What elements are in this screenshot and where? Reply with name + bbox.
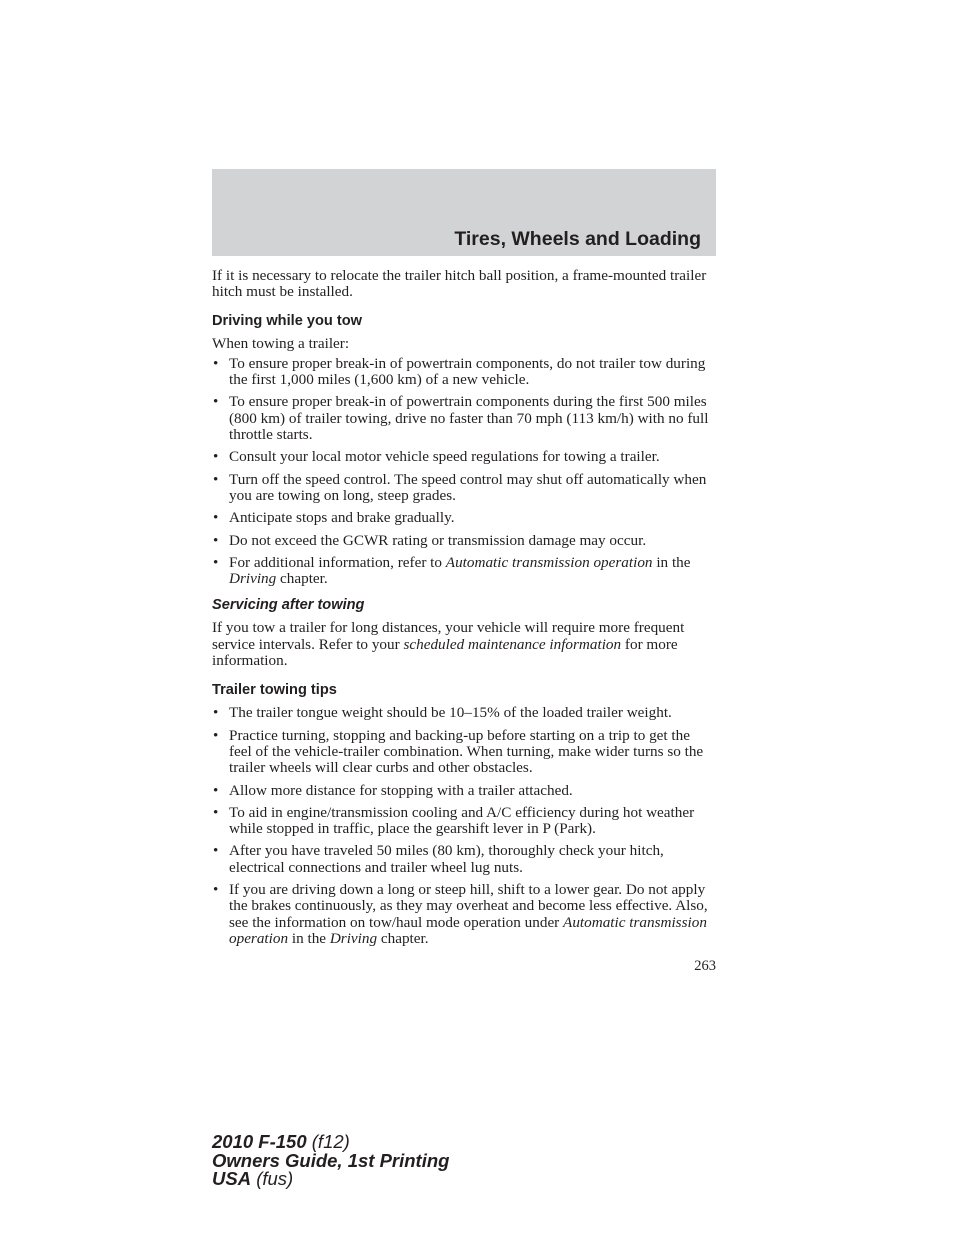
servicing-paragraph: If you tow a trailer for long distances, your vehicle will require more frequent service intervals. Refer to your scheduled maintenance information for more information. (212, 619, 685, 670)
cross-reference: Driving (329, 929, 378, 947)
page-content (212, 268, 716, 953)
list-item: • To ensure proper break-in of powertrain components during the first 500 miles (800 km) of trailer towing, drive no faster than 70 mph (113 km/h) with no full throttle starts. (213, 393, 709, 444)
list-item: • Turn off the speed control. The speed control may shut off automatically when you are towing on long, steep grades. (213, 470, 707, 504)
bullet-icon: • (213, 781, 219, 799)
bullet-icon: • (213, 448, 219, 466)
bullet-icon: • (213, 470, 219, 488)
bullet-icon: • (213, 842, 219, 860)
list-item: • Anticipate stops and brake gradually. (213, 509, 455, 527)
list-item: • After you have traveled 50 miles (80 km), thoroughly check your hitch, electrical connections and trailer wheel lug nuts. (213, 842, 664, 876)
heading-driving-while-you-tow: Driving while you tow (212, 312, 362, 329)
cross-reference: Automatic transmission operation (229, 913, 707, 947)
list-item: • To aid in engine/transmission cooling and A/C efficiency during hot weather while stopped in traffic, place the gearshift lever in P (Park). (213, 803, 695, 838)
bullet-icon: • (213, 393, 219, 411)
chapter-header-band (212, 169, 716, 256)
tips-bullet-list (212, 705, 716, 947)
list-item: • Allow more distance for stopping with a trailer attached. (213, 781, 573, 799)
bullet-icon: • (213, 354, 219, 372)
cross-reference: Driving (229, 570, 277, 588)
bullet-icon: • (213, 704, 219, 722)
cross-reference: scheduled maintenance information (403, 635, 622, 653)
intro-paragraph: If it is necessary to relocate the trailer hitch ball position, a frame-mounted trailer hitch must be installed. (212, 267, 707, 301)
bullet-icon: • (213, 553, 219, 571)
cross-reference: Automatic transmission operation (445, 553, 653, 571)
list-item: • For additional information, refer to Automatic transmission operation in the Driving chapter. (213, 553, 691, 588)
footer-line-printing: Owners Guide, 1st Printing (212, 1149, 450, 1171)
page-number: 263 (694, 958, 716, 974)
list-item: • Consult your local motor vehicle speed regulations for towing a trailer. (213, 448, 660, 466)
list-item: • Practice turning, stopping and backing-up before starting on a trip to get the feel of the vehicle-trailer combination. When turning, make wider turns so the trailer wheels will clear curbs and other obstacles. (213, 726, 704, 777)
footer-line-model: 2010 F-150 (f12) (212, 1131, 350, 1152)
list-item: • The trailer tongue weight should be 10–15% of the loaded trailer weight. (213, 704, 672, 722)
heading-servicing-after-towing: Servicing after towing (212, 597, 365, 614)
list-item: • To ensure proper break-in of powertrain components, do not trailer tow during the first 1,000 miles (1,600 km) of a new vehicle. (213, 354, 706, 389)
bullet-icon: • (213, 726, 219, 744)
footer-line-market: USA (fus) (212, 1168, 294, 1189)
bullet-icon: • (213, 803, 219, 821)
bullet-icon: • (213, 509, 219, 527)
bullet-icon: • (213, 881, 219, 899)
list-item: • If you are driving down a long or steep hill, shift to a lower gear. Do not apply the brakes continuously, as they may overheat and become less effective. Also, see the information on tow/haul mode operation under Automatic transmission operation in the Driving chapter. (213, 881, 708, 947)
chapter-title: Tires, Wheels and Loading (454, 228, 701, 250)
bullet-icon: • (213, 531, 219, 549)
driving-bullet-list (212, 356, 716, 588)
driving-lead: When towing a trailer: (212, 334, 350, 352)
footer-edition-info (212, 1133, 449, 1189)
heading-trailer-towing-tips: Trailer towing tips (212, 682, 337, 699)
list-item: • Do not exceed the GCWR rating or transmission damage may occur. (213, 531, 647, 549)
